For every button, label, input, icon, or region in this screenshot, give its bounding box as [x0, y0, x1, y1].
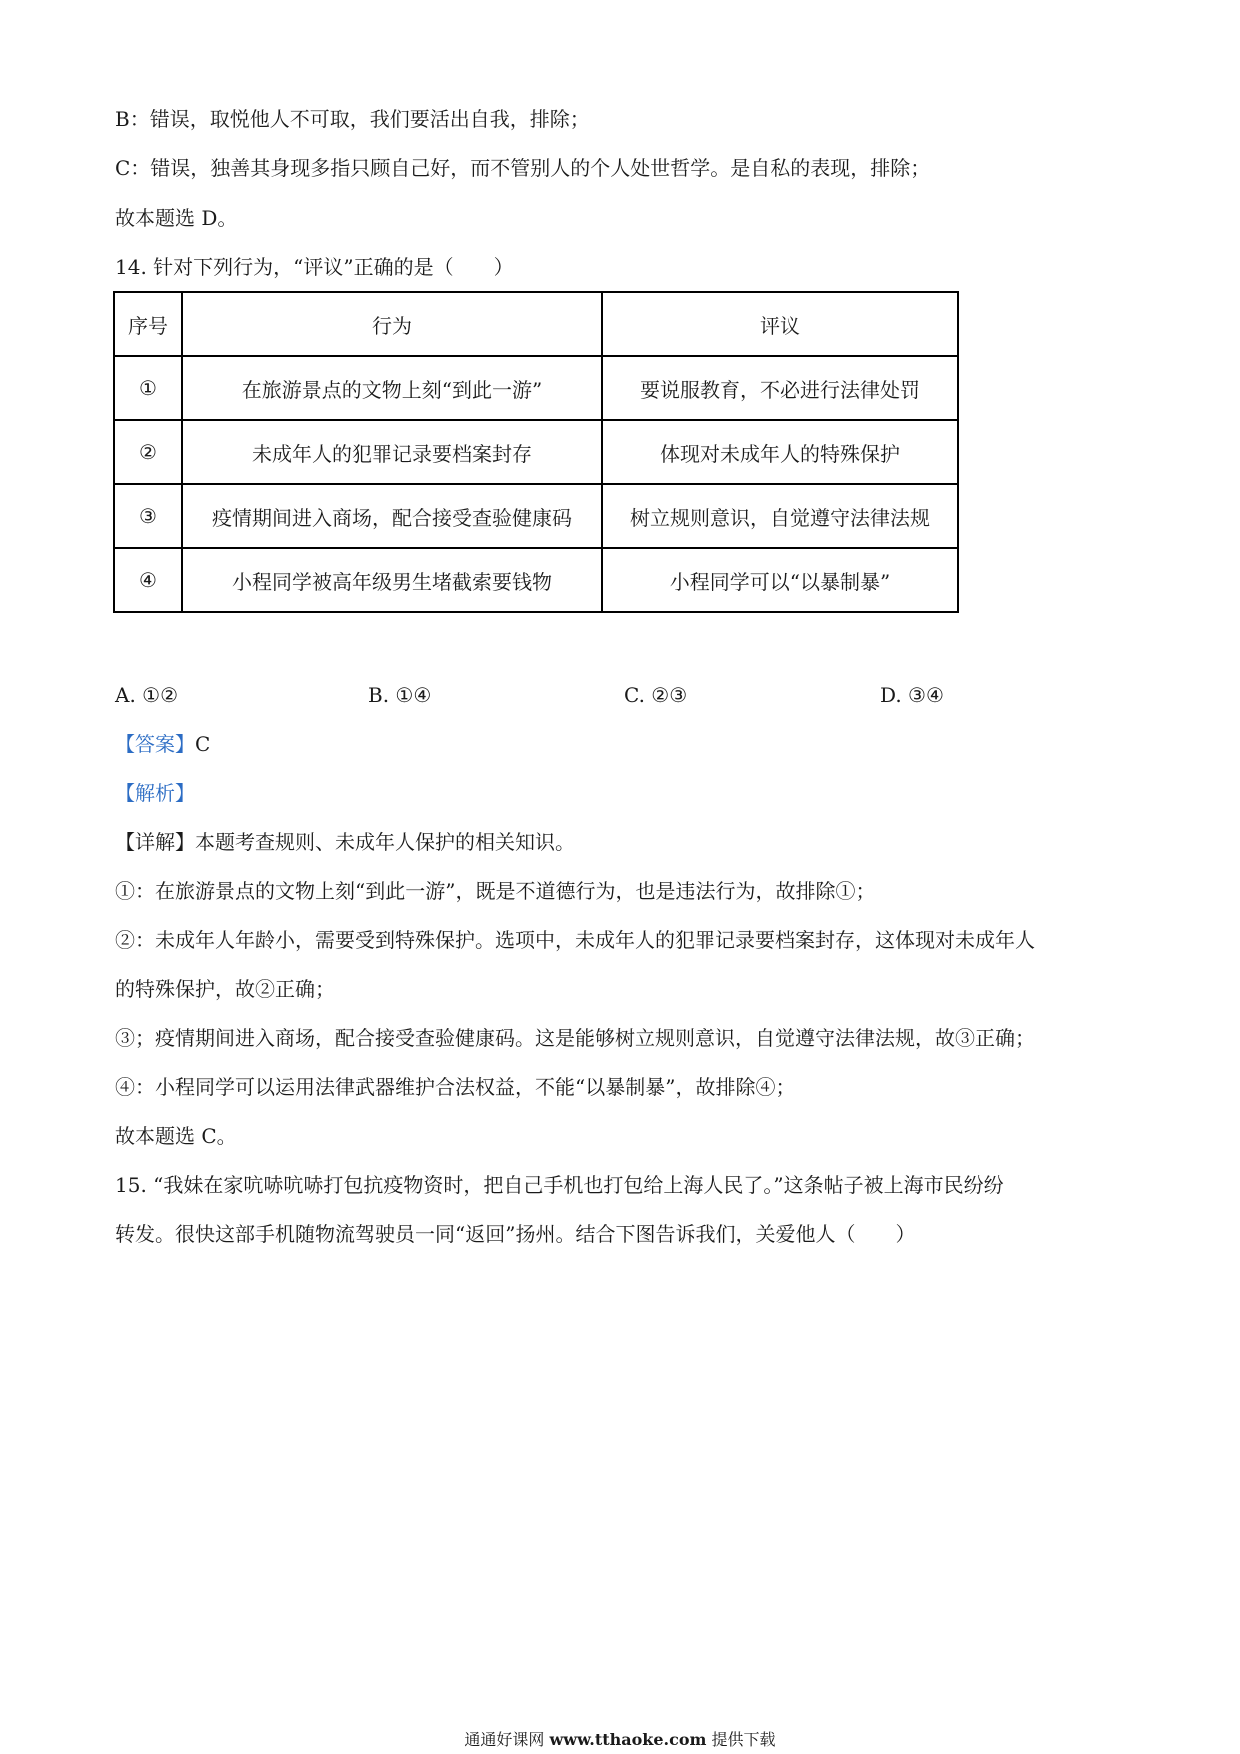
detail-label: 【详解】	[115, 830, 195, 854]
row-comment: 体现对未成年人的特殊保护	[602, 420, 958, 484]
table-row	[114, 356, 958, 420]
footer-url[interactable]: www.tthaoke.com	[549, 1730, 707, 1749]
header-index: 序号	[114, 292, 182, 356]
header-behavior: 行为	[182, 292, 602, 356]
row-behavior: 小程同学被高年级男生堵截索要钱物	[182, 548, 602, 612]
answer-line	[115, 731, 210, 757]
question-15-stem-1: 15. “我妹在家吭哧吭哧打包抗疫物资时，把自己手机也打包给上海人民了。”这条帖子被上海市民纷纷	[115, 1173, 1004, 1197]
row-comment: 要说服教育，不必进行法律处罚	[602, 356, 958, 420]
option-d: D. ③④	[880, 683, 944, 707]
answer-value: C	[195, 732, 211, 756]
row-behavior: 疫情期间进入商场，配合接受查验健康码	[182, 484, 602, 548]
table-header-row	[114, 292, 958, 356]
explanation-3: ③；疫情期间进入商场，配合接受查验健康码。这是能够树立规则意识，自觉遵守法律法规，故③正确；	[115, 1026, 1035, 1050]
question-14-table	[113, 291, 959, 613]
prev-explanation-b: B：错误，取悦他人不可取，我们要活出自我，排除；	[115, 107, 590, 131]
header-comment: 评议	[602, 292, 958, 356]
row-index: ④	[114, 548, 182, 612]
question-15-stem-2: 转发。很快这部手机随物流驾驶员一同“返回”扬州。结合下图告诉我们，关爱他人（ ）	[115, 1222, 916, 1246]
explanation-2: ②：未成年人年龄小，需要受到特殊保护。选项中，未成年人的犯罪记录要档案封存，这体现对未成年人	[115, 928, 1035, 952]
prev-conclusion: 故本题选 D。	[115, 206, 238, 230]
footer-site-name: 通通好课网	[464, 1730, 545, 1749]
row-index: ①	[114, 356, 182, 420]
prev-explanation-c: C：错误，独善其身现多指只顾自己好，而不管别人的个人处世哲学。是自私的表现，排除；	[115, 156, 931, 180]
option-b: B. ①④	[368, 683, 432, 707]
footer-suffix: 提供下载	[711, 1730, 776, 1749]
explanation-2-cont: 的特殊保护，故②正确；	[115, 977, 335, 1001]
answer-label: 【答案】	[115, 732, 195, 756]
analysis-label: 【解析】	[115, 781, 195, 805]
explanation-1: ①：在旅游景点的文物上刻“到此一游”，既是不道德行为，也是违法行为，故排除①；	[115, 879, 876, 903]
row-behavior: 在旅游景点的文物上刻“到此一游”	[182, 356, 602, 420]
explanation-4: ④：小程同学可以运用法律武器维护合法权益，不能“以暴制暴”，故排除④；	[115, 1075, 796, 1099]
option-c: C. ②③	[624, 683, 688, 707]
row-index: ②	[114, 420, 182, 484]
table-row	[114, 484, 958, 548]
table-row	[114, 420, 958, 484]
row-behavior: 未成年人的犯罪记录要档案封存	[182, 420, 602, 484]
page-footer	[0, 1727, 1240, 1750]
detail-intro: 本题考查规则、未成年人保护的相关知识。	[195, 830, 575, 854]
row-index: ③	[114, 484, 182, 548]
detail-line	[115, 829, 575, 855]
row-comment: 小程同学可以“以暴制暴”	[602, 548, 958, 612]
table-row	[114, 548, 958, 612]
q14-conclusion: 故本题选 C。	[115, 1124, 237, 1148]
row-comment: 树立规则意识，自觉遵守法律法规	[602, 484, 958, 548]
option-a: A. ①②	[115, 683, 179, 707]
question-14-stem: 14. 针对下列行为，“评议”正确的是（ ）	[115, 255, 514, 279]
